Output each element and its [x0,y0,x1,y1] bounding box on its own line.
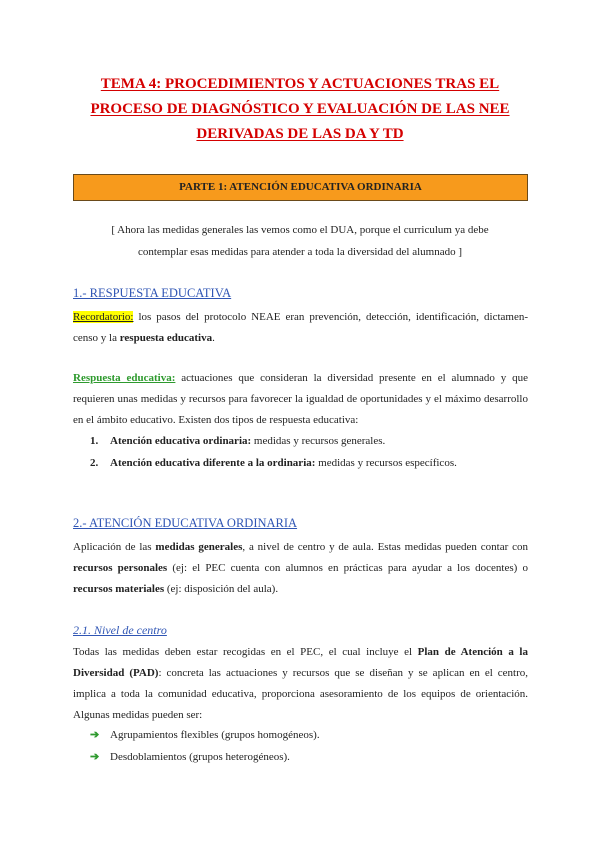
note-line-1: [ Ahora las medidas generales las vemos como el DUA, porque el curriculum ya debe [111,224,489,236]
list-item [90,430,457,452]
measures-list [90,724,320,768]
note-line-2: contemplar esas medidas para atender a toda la diversidad del alumnado ] [137,246,463,258]
item-bold: Atención educativa ordinaria: [110,435,252,447]
p1-text-3: (ej: el PEC cuenta con alumnos en prácticas para ayudar a los docentes) o [167,562,528,574]
list-item [90,746,320,768]
part-heading-box: PARTE 1: ATENCIÓN EDUCATIVA ORDINARIA [73,174,528,201]
reminder-bold: respuesta educativa [119,332,213,344]
response-types-list [90,430,457,474]
bracket-note [0,219,600,263]
item-text: Desdoblamientos (grupos heterogéneos). [110,751,290,763]
reminder-label: Recordatorio: [73,311,134,323]
item-bold: Atención educativa diferente a la ordinaria: [110,457,316,469]
p1-bold-3: recursos materiales [73,583,165,595]
title-line-2: PROCESO DE DIAGNÓSTICO Y EVALUACIÓN DE LAS NEE [90,101,510,117]
item-number: 2. [90,457,99,469]
reminder-paragraph [73,307,528,349]
centre-level-paragraph [73,642,528,726]
definition-paragraph [73,368,528,431]
definition-text: actuaciones que consideran la diversidad presente en el alumnado y que requieren unas medidas y recursos para favorecer la igualdad de oportunidades y el máximo desarrollo en el ámbito educativo. Existen dos tipos de respuesta educativa: [73,372,528,426]
item-number: 1. [90,435,99,447]
section-2-paragraph [73,537,528,600]
definition-label: Respuesta educativa: [73,372,176,384]
reminder-text: los pasos del protocolo NEAE eran prevención, detección, identificación, dictamen-censo y la [73,311,528,344]
item-text: Agrupamientos flexibles (grupos homogéneos). [110,729,320,741]
p1-text-4: (ej: disposición del aula). [164,583,279,595]
p1-text: Aplicación de las [73,541,156,553]
subsection-heading: 2.1. Nivel de centro [73,623,167,637]
p1-bold-2: recursos personales [73,562,168,574]
p2-text-2: : concreta las actuaciones y recursos que se diseñan y se aplican en el centro, implica a toda la comunidad educativa, proporciona asesoramiento de los equipos de orientación. Algunas medidas pueden ser: [73,667,528,721]
title-line-3: DERIVADAS DE LAS DA Y TD [196,126,404,142]
p2-text: Todas las medidas deben estar recogidas en el PEC, el cual incluye el [73,646,418,658]
reminder-end: . [212,332,215,344]
p1-text-2: , a nivel de centro y de aula. Estas medidas pueden contar con [242,541,528,553]
arrow-icon: ➔ [90,751,100,763]
list-item [90,724,320,746]
section-2-heading: 2.- ATENCIÓN EDUCATIVA ORDINARIA [73,516,298,530]
p2-bold: Plan de Atención a la Diversidad (PAD) [73,646,528,679]
section-1-heading: 1.- RESPUESTA EDUCATIVA [73,286,232,300]
item-text: medidas y recursos específicos. [315,457,457,469]
item-text: medidas y recursos generales. [251,435,386,447]
p1-bold-1: medidas generales [155,541,243,553]
list-item [90,452,457,474]
arrow-icon: ➔ [90,729,100,741]
title-line-1: TEMA 4: PROCEDIMIENTOS Y ACTUACIONES TRAS EL [100,76,500,92]
document-title [0,72,600,147]
